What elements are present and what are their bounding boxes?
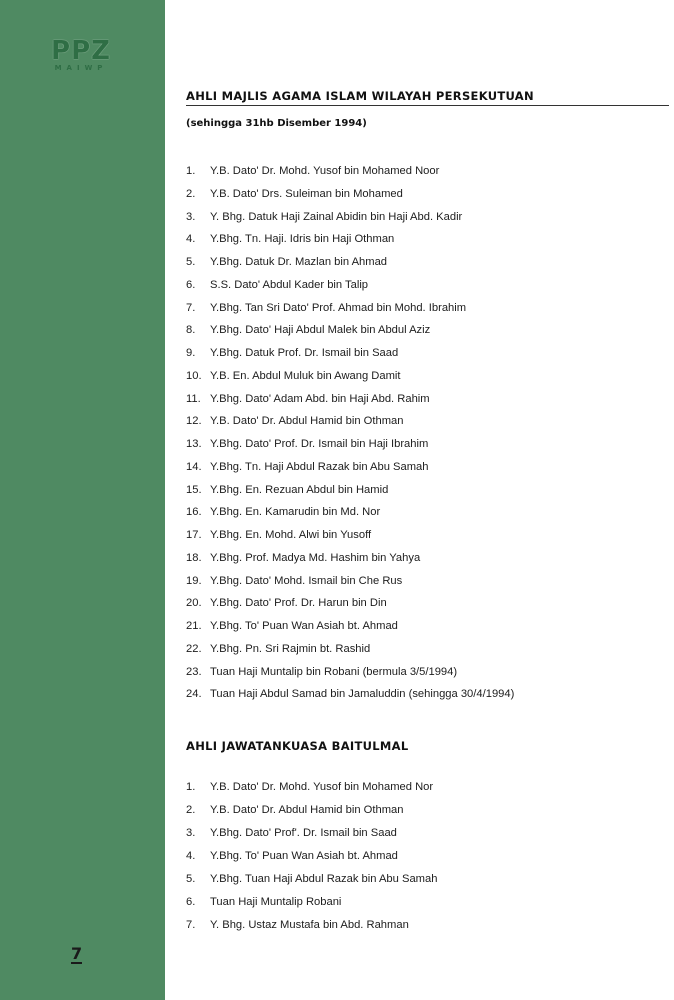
item-number: 17.	[186, 529, 202, 541]
item-number: 7.	[186, 301, 196, 314]
list-item	[186, 917, 437, 940]
list-item	[186, 641, 514, 664]
member-name: Y.Bhg. Tan Sri Dato' Prof. Ahmad bin Mohd. Ibrahim	[210, 301, 467, 314]
member-name: Y.B. Dato' Dr. Mohd. Yusof bin Mohamed Noor	[210, 165, 440, 177]
item-number: 22.	[186, 642, 202, 655]
member-name: Y.Bhg. Pn. Sri Rajmin bt. Rashid	[210, 642, 371, 655]
logo-sub-text: MAIWP	[54, 64, 108, 72]
member-name: Tuan Haji Abdul Samad bin Jamaluddin (sehingga 30/4/1994)	[210, 688, 515, 701]
list-item	[186, 436, 514, 459]
green-sidebar-band	[0, 0, 165, 1000]
item-number: 1.	[186, 781, 196, 793]
list-item	[186, 163, 514, 186]
list-item	[186, 848, 437, 871]
section2-heading: AHLI JAWATANKUASA BAITULMAL	[186, 739, 409, 753]
list-item	[186, 618, 514, 641]
list-item	[186, 686, 514, 709]
member-name: Y.Bhg. Tuan Haji Abdul Razak bin Abu Samah	[210, 873, 438, 885]
item-number: 6.	[186, 896, 196, 908]
member-name: Y.Bhg. Tn. Haji. Idris bin Haji Othman	[210, 233, 395, 246]
list-item	[186, 482, 514, 505]
list-item	[186, 254, 514, 277]
list-item	[186, 459, 514, 482]
item-number: 15.	[186, 483, 202, 496]
ppz-logo	[49, 38, 113, 72]
member-name: Y.Bhg. Tn. Haji Abdul Razak bin Abu Samah	[210, 460, 429, 473]
baitulmal-committee-list	[186, 779, 437, 940]
list-item	[186, 300, 514, 323]
list-item	[186, 664, 514, 687]
logo-main-text: PPZ	[51, 36, 111, 66]
member-name: Y.Bhg. To' Puan Wan Asiah bt. Ahmad	[210, 620, 398, 632]
section1-subheading: (sehingga 31hb Disember 1994)	[186, 118, 367, 129]
item-number: 21.	[186, 620, 202, 632]
member-name: Y.B. Dato' Dr. Abdul Hamid bin Othman	[210, 804, 404, 816]
list-item	[186, 894, 437, 917]
list-item	[186, 550, 514, 573]
item-number: 12.	[186, 415, 202, 428]
item-number: 4.	[186, 233, 196, 246]
list-item	[186, 186, 514, 209]
item-number: 5.	[186, 873, 196, 885]
member-name: Y.B. Dato' Drs. Suleiman bin Mohamed	[210, 187, 403, 200]
item-number: 9.	[186, 347, 196, 359]
section1-heading: AHLI MAJLIS AGAMA ISLAM WILAYAH PERSEKUTUAN	[186, 89, 534, 103]
item-number: 23.	[186, 665, 202, 678]
member-name: Y.Bhg. Dato' Haji Abdul Malek bin Abdul Aziz	[210, 324, 431, 337]
item-number: 10.	[186, 369, 202, 382]
member-name: Y. Bhg. Datuk Haji Zainal Abidin bin Haji Abd. Kadir	[210, 210, 463, 223]
member-name: Y.B. En. Abdul Muluk bin Awang Damit	[210, 369, 401, 382]
member-name: Y.Bhg. Datuk Prof. Dr. Ismail bin Saad	[210, 347, 399, 359]
item-number: 11.	[186, 392, 201, 405]
item-number: 7.	[186, 919, 196, 931]
item-number: 2.	[186, 804, 196, 816]
item-number: 8.	[186, 324, 196, 337]
item-number: 3.	[186, 827, 196, 839]
member-name: Y.Bhg. Dato' Prof. Dr. Ismail bin Haji Ibrahim	[210, 438, 429, 450]
member-name: Y.B. Dato' Dr. Abdul Hamid bin Othman	[210, 415, 404, 428]
item-number: 1.	[186, 165, 196, 177]
list-item	[186, 825, 437, 848]
list-item	[186, 322, 514, 345]
heading-divider	[186, 105, 669, 106]
item-number: 2.	[186, 187, 196, 200]
list-item	[186, 802, 437, 825]
list-item	[186, 504, 514, 527]
list-item	[186, 413, 514, 436]
page-number: 7	[71, 944, 83, 963]
council-member-list	[186, 163, 514, 709]
member-name: Y. Bhg. Ustaz Mustafa bin Abd. Rahman	[210, 919, 409, 931]
member-name: Y.Bhg. Dato' Adam Abd. bin Haji Abd. Rahim	[210, 392, 430, 405]
item-number: 20.	[186, 597, 202, 610]
member-name: Y.Bhg. Dato' Mohd. Ismail bin Che Rus	[210, 574, 403, 587]
list-item	[186, 573, 514, 596]
member-name: S.S. Dato' Abdul Kader bin Talip	[210, 278, 369, 291]
member-name: Y.Bhg. Prof. Madya Md. Hashim bin Yahya	[210, 551, 421, 564]
member-name: Y.Bhg. Dato' Prof'. Dr. Ismail bin Saad	[210, 827, 397, 839]
list-item	[186, 368, 514, 391]
list-item	[186, 209, 514, 232]
member-name: Y.Bhg. Dato' Prof. Dr. Harun bin Din	[210, 597, 387, 610]
item-number: 16.	[186, 506, 202, 519]
member-name: Y.Bhg. En. Kamarudin bin Md. Nor	[210, 506, 381, 519]
list-item	[186, 231, 514, 254]
item-number: 13.	[186, 438, 202, 450]
item-number: 19.	[186, 574, 202, 587]
item-number: 18.	[186, 551, 202, 564]
list-item	[186, 345, 514, 368]
list-item	[186, 391, 514, 414]
list-item	[186, 277, 514, 300]
item-number: 6.	[186, 278, 196, 291]
item-number: 4.	[186, 850, 196, 862]
list-item	[186, 527, 514, 550]
member-name: Tuan Haji Muntalip Robani	[210, 896, 342, 908]
list-item	[186, 595, 514, 618]
item-number: 3.	[186, 210, 196, 223]
member-name: Y.Bhg. Datuk Dr. Mazlan bin Ahmad	[210, 256, 388, 268]
item-number: 5.	[186, 256, 196, 268]
list-item	[186, 779, 437, 802]
list-item	[186, 871, 437, 894]
member-name: Y.B. Dato' Dr. Mohd. Yusof bin Mohamed Nor	[210, 781, 434, 793]
member-name: Tuan Haji Muntalip bin Robani (bermula 3/5/1994)	[210, 665, 458, 678]
item-number: 14.	[186, 460, 202, 473]
member-name: Y.Bhg. En. Rezuan Abdul bin Hamid	[210, 483, 389, 496]
item-number: 24.	[186, 688, 202, 701]
member-name: Y.Bhg. En. Mohd. Alwi bin Yusoff	[210, 529, 372, 541]
member-name: Y.Bhg. To' Puan Wan Asiah bt. Ahmad	[210, 850, 398, 862]
